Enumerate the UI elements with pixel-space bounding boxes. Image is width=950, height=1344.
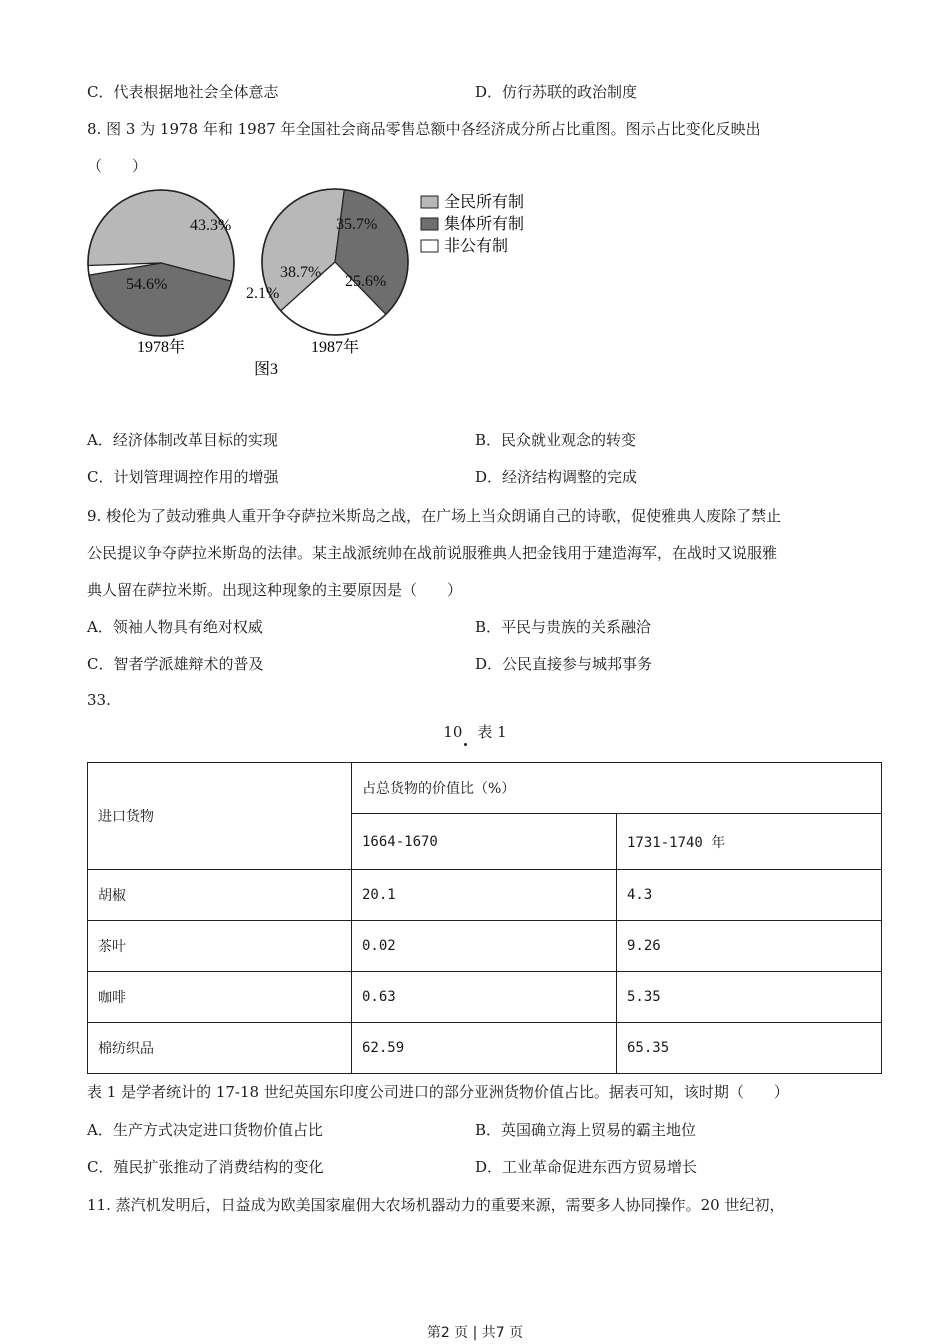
- q7-option-d: D．仿行苏联的政治制度: [475, 83, 638, 101]
- q9-option-d: D．公民直接参与城邦事务: [475, 655, 653, 673]
- figure-caption: 图3: [253, 361, 279, 378]
- q8-stem: 8. 图 3 为 1978 年和 1987 年全国社会商品零售总额中各经济成分所占比重图。图示占比变化反映出: [87, 120, 761, 138]
- pie-1978-year-label: 1978年: [136, 339, 186, 356]
- value-1664: 62.59: [352, 1023, 617, 1074]
- goods-name: 胡椒: [88, 870, 352, 921]
- pie-1987-value-label-quanmin: 38.7%: [280, 264, 322, 281]
- value-1664: 0.02: [352, 921, 617, 972]
- table-title: 10 表 1: [443, 723, 507, 741]
- q8-option-c: C．计划管理调控作用的增强: [87, 468, 279, 486]
- legend-label-jiti: 集体所有制: [444, 216, 525, 233]
- q7-option-c: C．代表根据地社会全体意志: [87, 83, 279, 101]
- value-1664: 0.63: [352, 972, 617, 1023]
- value-1731: 65.35: [617, 1023, 882, 1074]
- pie-1987-value-label-jiti: 35.7%: [336, 216, 378, 233]
- q9-option-b: B．平民与贵族的关系融洽: [475, 618, 652, 636]
- q8-option-b: B．民众就业观念的转变: [475, 431, 637, 449]
- table-row: [88, 921, 882, 972]
- table-title-dot: [464, 743, 467, 746]
- value-1731: 4.3: [617, 870, 882, 921]
- q8-paren: （ ）: [87, 157, 148, 175]
- q11-line-1: 11. 蒸汽机发明后，日益成为欧美国家雇佣大农场机器动力的重要来源，需要多人协同操作。20 世纪初，: [87, 1196, 785, 1214]
- q8-option-d: D．经济结构调整的完成: [475, 468, 638, 486]
- pie-1978-value-label-feigongyou: 2.1%: [246, 285, 280, 302]
- table-row: [88, 1023, 882, 1074]
- pie-1978-value-label-quanmin: 54.6%: [126, 276, 168, 293]
- legend-swatch-jiti: [421, 218, 438, 230]
- header-goods: 进口货物: [88, 763, 352, 870]
- header-col-1664: 1664-1670: [352, 814, 617, 870]
- legend-swatch-feigongyou: [421, 240, 438, 252]
- pie-1978-value-label-jiti: 43.3%: [190, 217, 232, 234]
- legend-label-quanmin: 全民所有制: [444, 194, 525, 211]
- pie-1987-year-label: 1987年: [310, 339, 360, 356]
- q9-line-2: 公民提议争夺萨拉米斯岛的法律。某主战派统帅在战前说服雅典人把金钱用于建造海军，在战时又说服雅: [87, 544, 778, 562]
- q9-line-1: 9. 梭伦为了鼓动雅典人重开争夺萨拉米斯岛之战，在广场上当众朗诵自己的诗歌，促使雅典人废除了禁止: [87, 507, 782, 525]
- goods-name: 咖啡: [88, 972, 352, 1023]
- table-row: [88, 972, 882, 1023]
- q10-option-d: D．工业革命促进东西方贸易增长: [475, 1158, 698, 1176]
- pie-chart-figure: [80, 180, 560, 380]
- goods-name: 棉纺织品: [88, 1023, 352, 1074]
- legend-swatch-quanmin: [421, 196, 438, 208]
- pie-1987: [262, 189, 408, 335]
- q9-option-a: A．领袖人物具有绝对权威: [87, 618, 263, 636]
- chart-legend: [421, 193, 524, 255]
- page-footer: 第2 页 | 共7 页: [426, 1325, 524, 1341]
- value-1731: 9.26: [617, 921, 882, 972]
- goods-name: 茶叶: [88, 921, 352, 972]
- q10-option-a: A．生产方式决定进口货物价值占比: [87, 1121, 323, 1139]
- header-col-1731: 1731-1740 年: [617, 814, 882, 870]
- import-goods-table: [87, 762, 882, 1074]
- q10-stem: 表 1 是学者统计的 17-18 世纪英国东印度公司进口的部分亚洲货物价值占比。据表可知，该时期（ ）: [87, 1083, 789, 1101]
- q9-line-3: 典人留在萨拉米斯。出现这种现象的主要原因是（ ）: [87, 581, 463, 599]
- stray-number: 33.: [87, 691, 111, 709]
- q10-option-b: B．英国确立海上贸易的霸主地位: [475, 1121, 697, 1139]
- pie-1978: [88, 190, 234, 336]
- q10-option-c: C．殖民扩张推动了消费结构的变化: [87, 1158, 324, 1176]
- table-row: [88, 870, 882, 921]
- q8-option-a: A．经济体制改革目标的实现: [87, 431, 278, 449]
- legend-label-feigongyou: 非公有制: [444, 238, 509, 255]
- value-1664: 20.1: [352, 870, 617, 921]
- q9-option-c: C．智者学派雄辩术的普及: [87, 655, 264, 673]
- header-ratio: 占总货物的价值比（%）: [352, 763, 882, 814]
- pie-1987-value-label-feigongyou: 25.6%: [345, 273, 387, 290]
- value-1731: 5.35: [617, 972, 882, 1023]
